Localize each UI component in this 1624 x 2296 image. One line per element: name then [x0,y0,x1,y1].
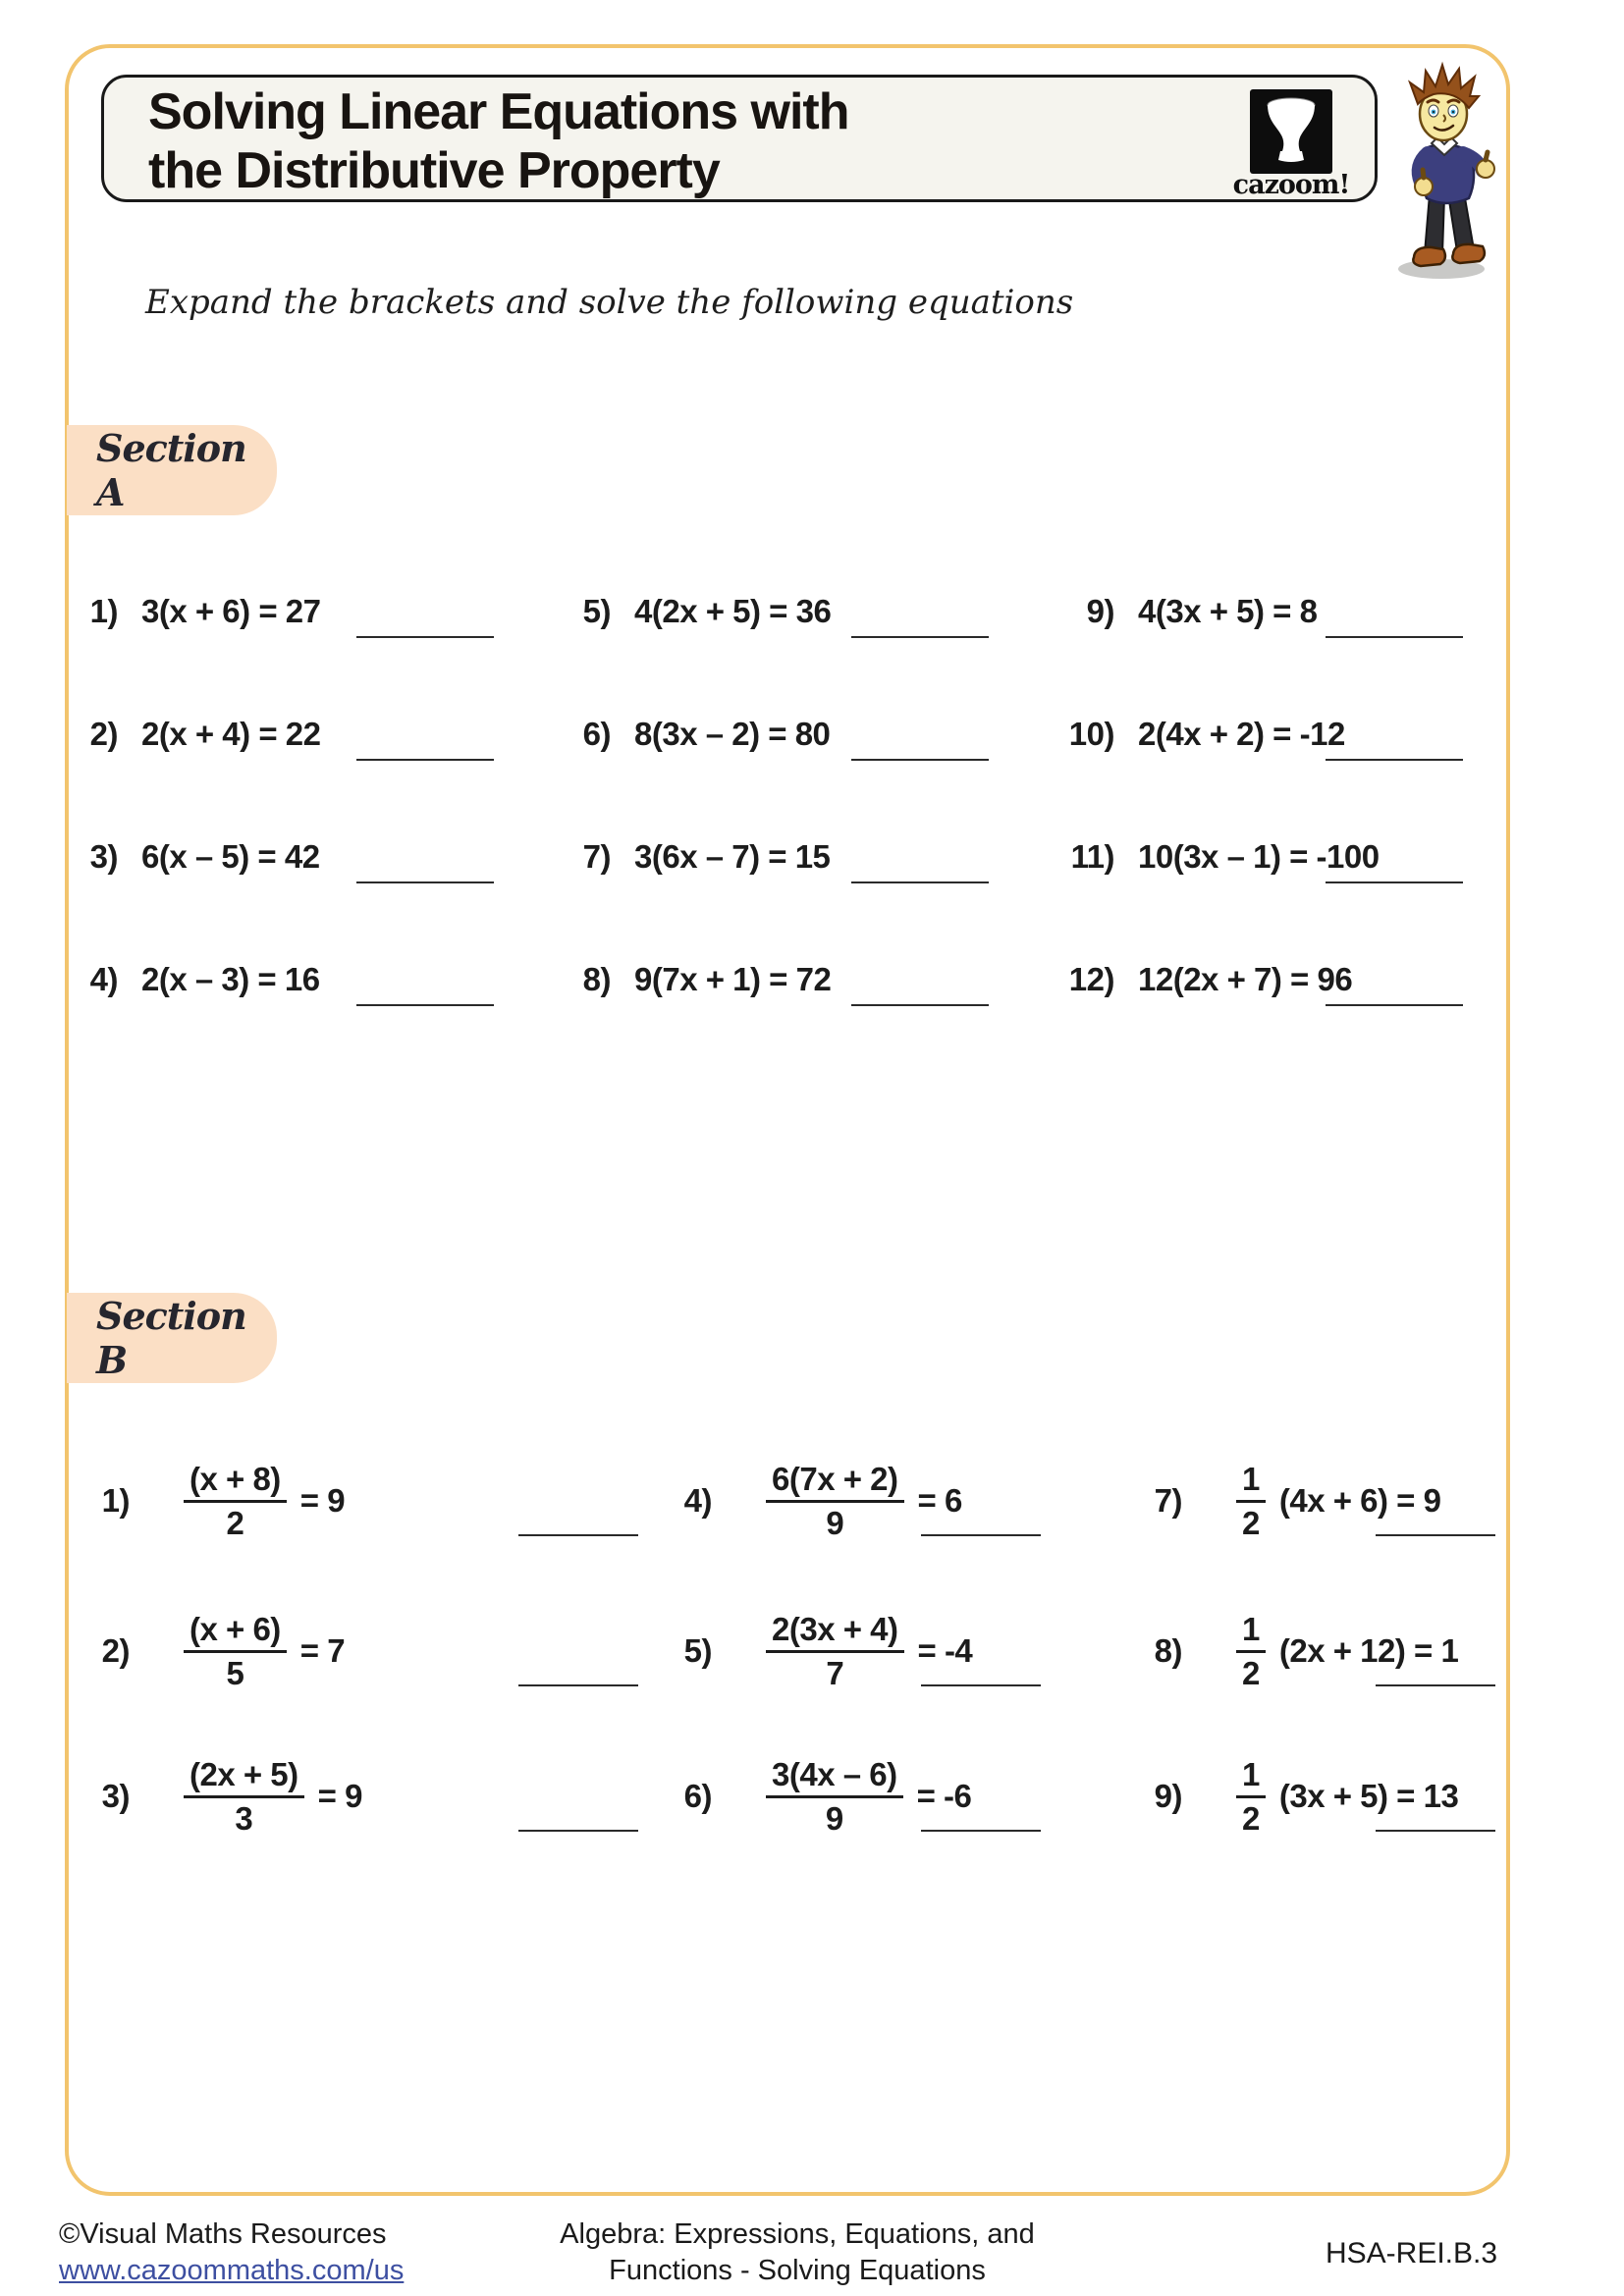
answer-line[interactable] [356,759,494,761]
problem-number: 1) [89,593,118,629]
fraction-denominator: 9 [825,1799,843,1837]
fraction [1236,1612,1266,1691]
answer-line[interactable] [518,1830,638,1832]
problem-number: 11) [1070,838,1114,875]
problem-number: 6) [582,716,611,752]
fraction-numerator: 1 [1236,1462,1266,1503]
problem-equation: 2(x – 3) = 16 [141,961,320,997]
answer-line[interactable] [356,1004,494,1006]
problem-number: 3) [89,838,118,875]
problem-a5 [560,593,989,652]
section-b-label: Section B [96,1294,246,1382]
equation-rhs: = 6 [917,1482,962,1519]
answer-line[interactable] [851,881,989,883]
category-line1: Algebra: Expressions, Equations, and [560,2218,1035,2250]
problem-b8 [1131,1610,1495,1692]
website-link[interactable]: www.cazoommaths.com/us [59,2255,405,2286]
problem-b9 [1131,1755,1495,1838]
problem-a8 [560,961,989,1020]
fraction-numerator: 3(4x – 6) [766,1757,903,1798]
problem-equation: 12(2x + 7) = 96 [1138,961,1353,997]
fraction-denominator: 2 [1242,1799,1260,1837]
fraction [184,1462,287,1541]
equation-rhs: = 7 [299,1632,346,1669]
problem-b7 [1131,1460,1495,1542]
answer-line[interactable] [921,1684,1041,1686]
answer-line[interactable] [851,759,989,761]
problem-number: 8) [582,961,611,997]
section-a-label: Section A [96,426,246,514]
copyright-text: ©Visual Maths Resources [59,2218,387,2250]
title-box [101,75,1378,202]
problem-number: 6) [683,1778,712,1814]
fraction-denominator: 2 [1242,1654,1260,1691]
fraction-numerator: 1 [1236,1612,1266,1653]
fraction-numerator: (x + 6) [184,1612,287,1653]
problem-number: 9) [1086,593,1114,629]
standard-code: HSA-REI.B.3 [1326,2237,1498,2269]
problem-a1 [67,593,494,652]
problem-number: 7) [1154,1482,1182,1519]
problem-equation: 6(x – 5) = 42 [141,838,320,875]
problem-equation: 2(4x + 2) = -12 [1138,716,1345,752]
fraction [184,1757,304,1837]
problem-equation: 3(6x – 7) = 15 [634,838,831,875]
problem-b2 [79,1610,638,1692]
answer-line[interactable] [1326,759,1463,761]
answer-line[interactable] [1326,881,1463,883]
problem-equation: (3x + 5) = 13 [1278,1778,1459,1814]
mascot-character [1386,59,1502,281]
problem-a7 [560,838,989,897]
fraction [1236,1757,1266,1837]
fraction [766,1612,904,1691]
problem-number: 10) [1068,716,1114,752]
equation-rhs: = 9 [299,1482,346,1519]
cazoom-logo [1232,89,1350,200]
problem-number: 4) [683,1482,712,1519]
answer-line[interactable] [921,1534,1041,1536]
problem-number: 9) [1154,1778,1182,1814]
problem-b4 [661,1460,1041,1542]
footer-left [59,2216,404,2289]
problem-a3 [67,838,494,897]
problem-a2 [67,716,494,774]
answer-line[interactable] [1326,1004,1463,1006]
problem-number: 3) [101,1778,130,1814]
category-line2: Functions - Solving Equations [609,2255,986,2286]
fraction-denominator: 2 [1242,1504,1260,1541]
fraction-numerator: 1 [1236,1757,1266,1798]
problem-number: 1) [101,1482,130,1519]
problem-a11 [1063,838,1463,897]
problem-b1 [79,1460,638,1542]
problem-equation: (4x + 6) = 9 [1278,1482,1441,1519]
cazoom-drum-icon [1250,89,1332,174]
problem-number: 2) [101,1632,130,1669]
section-b-badge [67,1293,277,1383]
problem-number: 5) [683,1632,712,1669]
equation-rhs: = 9 [317,1778,362,1814]
instruction-text: Expand the brackets and solve the following equations [145,283,1074,322]
fraction-denominator: 3 [235,1799,253,1837]
answer-line[interactable] [1376,1534,1495,1536]
problem-number: 7) [582,838,611,875]
fraction [184,1612,287,1691]
problem-equation: 10(3x – 1) = -100 [1138,838,1380,875]
answer-line[interactable] [1326,636,1463,638]
answer-line[interactable] [518,1534,638,1536]
answer-line[interactable] [921,1830,1041,1832]
problem-equation: 3(x + 6) = 27 [141,593,321,629]
problem-number: 2) [89,716,118,752]
problem-equation: 4(3x + 5) = 8 [1138,593,1318,629]
problem-number: 8) [1154,1632,1182,1669]
page-title-line2: the Distributive Property [148,142,720,199]
fraction-denominator: 9 [826,1504,844,1541]
answer-line[interactable] [851,1004,989,1006]
fraction [766,1757,903,1837]
answer-line[interactable] [356,636,494,638]
problem-a6 [560,716,989,774]
equation-rhs: = -4 [917,1632,973,1669]
answer-line[interactable] [851,636,989,638]
problem-b5 [661,1610,1041,1692]
problem-number: 12) [1068,961,1114,997]
problem-equation: 2(x + 4) = 22 [141,716,321,752]
page-title-line1: Solving Linear Equations with [148,83,849,140]
fraction-denominator: 2 [226,1504,244,1541]
problem-a9 [1063,593,1463,652]
problem-equation: 9(7x + 1) = 72 [634,961,832,997]
footer-category [560,2216,1035,2289]
answer-line[interactable] [1376,1830,1495,1832]
fraction-denominator: 5 [226,1654,244,1691]
problem-b3 [79,1755,638,1838]
problem-b6 [661,1755,1041,1838]
cazoom-logo-text: cazoom! [1232,170,1350,200]
fraction-numerator: 6(7x + 2) [766,1462,904,1503]
problem-equation: 8(3x – 2) = 80 [634,716,831,752]
fraction-numerator: 2(3x + 4) [766,1612,904,1653]
problem-a4 [67,961,494,1020]
answer-line[interactable] [1376,1684,1495,1686]
fraction-denominator: 7 [826,1654,844,1691]
problem-a10 [1063,716,1463,774]
fraction-numerator: (2x + 5) [184,1757,304,1798]
equation-rhs: = -6 [916,1778,972,1814]
fraction-numerator: (x + 8) [184,1462,287,1503]
problem-a12 [1063,961,1463,1020]
page-title [148,82,849,200]
fraction [1236,1462,1266,1541]
answer-line[interactable] [356,881,494,883]
problem-equation: 4(2x + 5) = 36 [634,593,832,629]
problem-equation: (2x + 12) = 1 [1278,1632,1459,1669]
answer-line[interactable] [518,1684,638,1686]
problem-number: 4) [89,961,118,997]
page-border [65,44,1510,2196]
section-a-badge [67,425,277,515]
problem-number: 5) [582,593,611,629]
fraction [766,1462,904,1541]
